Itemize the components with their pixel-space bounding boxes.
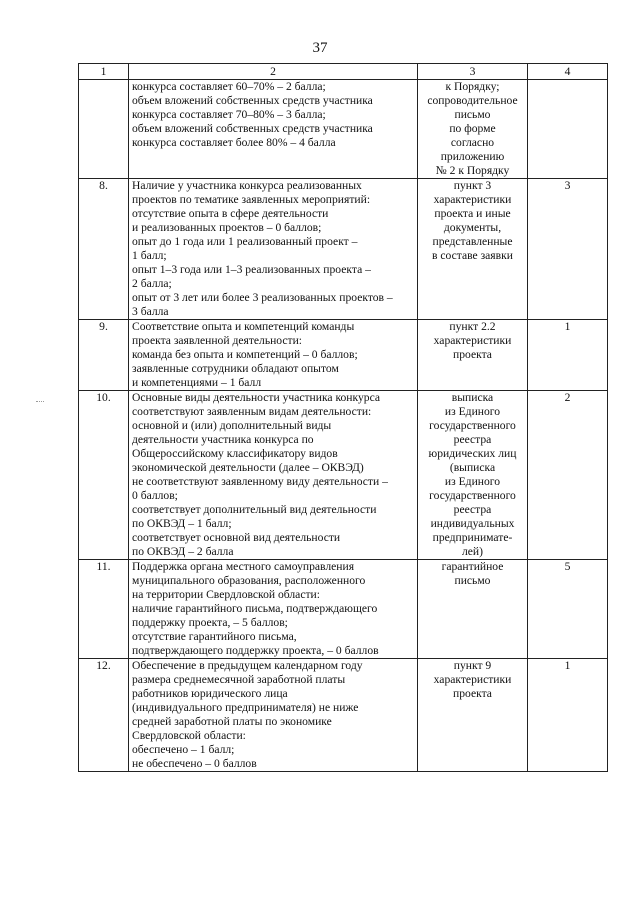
document-cell (418, 179, 528, 320)
criteria-table (78, 63, 608, 772)
criterion-line: деятельности участника конкурса по (132, 433, 314, 446)
criterion-line: объем вложений собственных средств участника (132, 94, 373, 107)
document-line: пункт 3 (453, 179, 492, 192)
criterion-line: Общероссийскому классификатору видов (132, 447, 338, 460)
document-line: проекта (453, 348, 492, 361)
criterion-line: и компетенциями – 1 балл (132, 376, 262, 389)
max-score: 1 (528, 320, 608, 391)
criterion-line: конкурса составляет более 80% – 4 балла (132, 136, 336, 149)
max-score: 2 (528, 391, 608, 560)
criterion-line: Наличие у участника конкурса реализованных (132, 179, 362, 192)
table-row (79, 179, 608, 320)
max-score: 1 (528, 659, 608, 772)
criterion-line: опыт до 1 года или 1 реализованный проект – (132, 235, 358, 248)
document-line: по форме (449, 122, 496, 135)
document-line: из Единого (444, 405, 501, 418)
max-score: 5 (528, 560, 608, 659)
criterion-line: проектов по тематике заявленных мероприятий: (132, 193, 371, 206)
criterion-line: по ОКВЭД – 2 балла (132, 545, 234, 558)
criterion-line: заявленные сотрудники обладают опытом (132, 362, 339, 375)
header-col-1: 1 (79, 64, 129, 80)
document-line: письмо (454, 108, 491, 121)
document-line: лей) (462, 545, 483, 558)
document-line: проекта (453, 687, 492, 700)
criterion-line: 1 балл; (132, 249, 167, 262)
table-row (79, 80, 608, 179)
criterion-line: команда без опыта и компетенций – 0 баллов; (132, 348, 358, 361)
margin-mark (36, 401, 44, 406)
document-line: согласно (450, 136, 495, 149)
criterion-line: наличие гарантийного письма, подтверждающего (132, 602, 378, 615)
criterion-line: опыт 1–3 года или 1–3 реализованных проекта – (132, 263, 371, 276)
criterion-line: по ОКВЭД – 1 балл; (132, 517, 232, 530)
document-line: юридических лиц (428, 447, 517, 460)
max-score (528, 80, 608, 179)
document-line: выписка (451, 391, 494, 404)
criterion-line: поддержку проекта, – 5 баллов; (132, 616, 288, 629)
criterion-line: Основные виды деятельности участника конкурса (132, 391, 381, 404)
document-line: в составе заявки (432, 249, 513, 262)
table-header (79, 64, 608, 80)
document-line: характеристики (433, 673, 512, 686)
criterion-line: 3 балла (132, 305, 169, 318)
criterion-line: (индивидуального предпринимателя) не ниже (132, 701, 359, 714)
document-line: к Порядку; (445, 80, 500, 93)
criterion-line: 0 баллов; (132, 489, 178, 502)
criterion-line: конкурса составляет 70–80% – 3 балла; (132, 108, 326, 121)
document-cell (418, 560, 528, 659)
header-col-2: 2 (129, 64, 418, 80)
header-row (79, 64, 608, 80)
header-col-4: 4 (528, 64, 608, 80)
criterion-line: работников юридического лица (132, 687, 288, 700)
document-cell (418, 391, 528, 560)
document-line: реестра (453, 503, 492, 516)
table-row (79, 320, 608, 391)
table-row (79, 391, 608, 560)
document-line: письмо (454, 574, 491, 587)
document-line: пункт 9 (453, 659, 492, 672)
criterion-line: не обеспечено – 0 баллов (132, 757, 257, 770)
criterion-line: муниципального образования, расположенного (132, 574, 366, 587)
criterion-line: проекта заявленной деятельности: (132, 334, 303, 347)
document-line: (выписка (449, 461, 496, 474)
criterion-line: Свердловской области: (132, 729, 246, 742)
criterion-line: и реализованных проектов – 0 баллов; (132, 221, 322, 234)
criterion-cell (129, 391, 418, 560)
header-col-3: 3 (418, 64, 528, 80)
row-number: 12. (79, 659, 129, 772)
criterion-line: основной и (или) дополнительный виды (132, 419, 332, 432)
row-number: 11. (79, 560, 129, 659)
criterion-cell (129, 179, 418, 320)
table-row (79, 560, 608, 659)
criterion-line: Поддержка органа местного самоуправления (132, 560, 355, 573)
criterion-cell (129, 320, 418, 391)
criterion-line: Соответствие опыта и компетенций команды (132, 320, 355, 333)
row-number: 8. (79, 179, 129, 320)
row-number (79, 80, 129, 179)
row-number: 9. (79, 320, 129, 391)
table-row (79, 659, 608, 772)
criterion-line: отсутствие гарантийного письма, (132, 630, 297, 643)
document-line: государственного (429, 419, 516, 432)
criterion-line: обеспечено – 1 балл; (132, 743, 235, 756)
criterion-line: соответствуют заявленным видам деятельности: (132, 405, 372, 418)
document-line: из Единого (444, 475, 501, 488)
criterion-line: подтверждающего поддержку проекта, – 0 баллов (132, 644, 379, 657)
document-line: характеристики (433, 334, 512, 347)
document-cell (418, 659, 528, 772)
page-number: 37 (312, 40, 328, 56)
criterion-line: соответствует дополнительный вид деятельности (132, 503, 377, 516)
criterion-line: на территории Свердловской области: (132, 588, 320, 601)
document-cell (418, 80, 528, 179)
document-line: приложению (440, 150, 505, 163)
document-line: предпринимате- (432, 531, 513, 544)
criterion-line: размера среднемесячной заработной платы (132, 673, 346, 686)
table-body (79, 80, 608, 772)
criterion-line: опыт от 3 лет или более 3 реализованных проектов – (132, 291, 393, 304)
document-line: индивидуальных (430, 517, 515, 530)
criterion-line: не соответствуют заявленному виду деятельности – (132, 475, 388, 488)
criterion-line: 2 балла; (132, 277, 172, 290)
document-line: сопроводительное (427, 94, 518, 107)
document-line: № 2 к Порядку (435, 164, 510, 177)
criterion-line: конкурса составляет 60–70% – 2 балла; (132, 80, 326, 93)
max-score: 3 (528, 179, 608, 320)
document-line: характеристики (433, 193, 512, 206)
row-number: 10. (79, 391, 129, 560)
document-line: государственного (429, 489, 516, 502)
document-line: пункт 2.2 (449, 320, 496, 333)
criterion-cell (129, 80, 418, 179)
document-line: представленные (432, 235, 513, 248)
document-line: гарантийное (441, 560, 504, 573)
criterion-cell (129, 659, 418, 772)
document-line: проекта и иные (434, 207, 511, 220)
criterion-line: отсутствие опыта в сфере деятельности (132, 207, 329, 220)
criterion-line: Обеспечение в предыдущем календарном году (132, 659, 363, 672)
document-cell (418, 320, 528, 391)
criterion-line: объем вложений собственных средств участника (132, 122, 373, 135)
document-line: реестра (453, 433, 492, 446)
criterion-line: экономической деятельности (далее – ОКВЭД) (132, 461, 364, 474)
criterion-line: средней заработной платы по экономике (132, 715, 332, 728)
criterion-line: соответствует основной вид деятельности (132, 531, 341, 544)
criterion-cell (129, 560, 418, 659)
document-line: документы, (443, 221, 502, 234)
